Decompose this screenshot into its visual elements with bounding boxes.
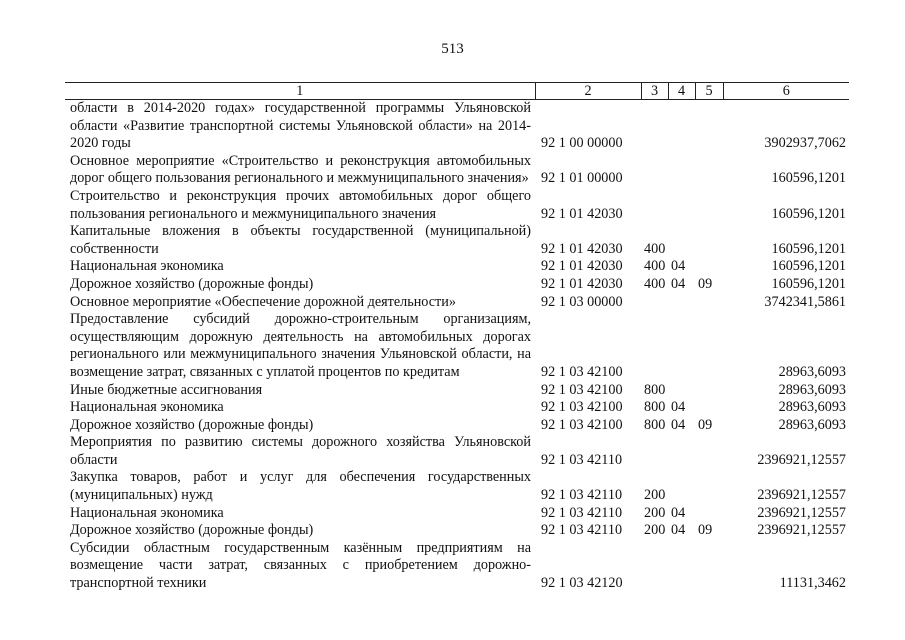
row-subsection xyxy=(695,434,723,469)
table-row xyxy=(65,399,849,417)
row-expense-type xyxy=(641,100,668,153)
table-row xyxy=(65,522,849,540)
row-amount: 3742341,5861 xyxy=(764,293,846,310)
row-expense-type xyxy=(641,540,668,593)
row-amount: 11131,3462 xyxy=(779,575,846,592)
row-subsection xyxy=(695,153,723,188)
column-header-6: 6 xyxy=(723,83,849,100)
table-row xyxy=(65,505,849,523)
row-expense-type xyxy=(641,188,668,223)
table-row xyxy=(65,223,849,258)
page-number: 513 xyxy=(441,41,464,57)
row-code: 92 1 03 42110 xyxy=(541,487,623,504)
table-header-row xyxy=(65,83,849,100)
row-section xyxy=(668,311,695,381)
table-body xyxy=(65,100,849,593)
row-amount: 160596,1201 xyxy=(771,170,846,187)
row-code: 92 1 01 42030 xyxy=(541,258,623,275)
row-subsection xyxy=(695,258,723,276)
table-row xyxy=(65,382,849,400)
table-row xyxy=(65,100,849,153)
row-section: 04 xyxy=(671,275,686,292)
row-code: 92 1 03 42100 xyxy=(541,381,623,398)
row-subsection xyxy=(695,469,723,504)
row-expense-type xyxy=(641,311,668,381)
row-subsection xyxy=(695,382,723,400)
row-amount: 160596,1201 xyxy=(771,240,846,257)
row-code: 92 1 01 42030 xyxy=(541,205,623,222)
row-code: 92 1 03 42100 xyxy=(541,399,623,416)
row-expense-type: 800 xyxy=(644,399,666,416)
column-header-2: 2 xyxy=(535,83,641,100)
column-header-3: 3 xyxy=(641,83,668,100)
row-amount: 28963,6093 xyxy=(778,381,846,398)
row-amount: 2396921,12557 xyxy=(757,522,846,539)
row-name: Основное мероприятие «Строительство и реконструкция автомобильных дорог общего пользования регионального и межмуниципального значения» xyxy=(70,152,531,187)
row-expense-type: 800 xyxy=(644,381,666,398)
column-header-5: 5 xyxy=(695,83,723,100)
row-amount: 3902937,7062 xyxy=(764,135,846,152)
row-name: Капитальные вложения в объекты государственной (муниципальной) собственности xyxy=(70,223,531,257)
row-section xyxy=(668,294,695,312)
row-amount: 2396921,12557 xyxy=(757,504,846,521)
row-name: Мероприятия по развитию системы дорожного хозяйства Ульяновской области xyxy=(70,434,531,468)
row-name: Дорожное хозяйство (дорожные фонды) xyxy=(70,275,314,292)
row-name: Иные бюджетные ассигнования xyxy=(70,381,263,398)
row-amount: 160596,1201 xyxy=(771,275,846,292)
table-row xyxy=(65,311,849,381)
row-section xyxy=(668,153,695,188)
row-code: 92 1 01 42030 xyxy=(541,275,623,292)
row-code: 92 1 00 00000 xyxy=(541,135,623,152)
row-expense-type: 400 xyxy=(644,258,666,275)
table-row xyxy=(65,434,849,469)
row-subsection xyxy=(695,223,723,258)
row-expense-type xyxy=(641,153,668,188)
row-name: Предоставление субсидий дорожно-строительным организациям, осуществляющим дорожную деятельность на автомобильных дорогах регионального или межмуниципального значения Ульяновской области, на возмещение затрат, связанных с уплатой процентов по кредитам xyxy=(70,311,531,380)
row-amount: 28963,6093 xyxy=(778,416,846,433)
row-expense-type xyxy=(641,294,668,312)
row-section xyxy=(668,434,695,469)
row-name: Дорожное хозяйство (дорожные фонды) xyxy=(70,416,314,433)
row-expense-type: 800 xyxy=(644,416,666,433)
row-expense-type: 200 xyxy=(644,487,666,504)
row-code: 92 1 03 42110 xyxy=(541,522,623,539)
table-row xyxy=(65,153,849,188)
row-section: 04 xyxy=(671,258,686,275)
row-expense-type: 200 xyxy=(644,522,666,539)
row-subsection xyxy=(695,505,723,523)
row-subsection xyxy=(695,540,723,593)
row-code: 92 1 03 42110 xyxy=(541,504,623,521)
table-row xyxy=(65,540,849,593)
row-name: Строительство и реконструкция прочих автомобильных дорог общего пользования регионального и межмуниципального значения xyxy=(70,187,531,222)
table-row xyxy=(65,294,849,312)
row-code: 92 1 03 42120 xyxy=(541,575,623,592)
row-code: 92 1 03 00000 xyxy=(541,293,623,310)
row-name: Дорожное хозяйство (дорожные фонды) xyxy=(70,522,314,539)
row-section: 04 xyxy=(671,416,686,433)
column-header-4: 4 xyxy=(668,83,695,100)
row-amount: 160596,1201 xyxy=(771,258,846,275)
row-section: 04 xyxy=(671,504,686,521)
row-section: 04 xyxy=(671,399,686,416)
row-subsection: 09 xyxy=(698,416,713,433)
row-code: 92 1 03 42100 xyxy=(541,416,623,433)
row-expense-type: 400 xyxy=(644,240,666,257)
row-section xyxy=(668,540,695,593)
table-row xyxy=(65,469,849,504)
row-section xyxy=(668,469,695,504)
row-section: 04 xyxy=(671,522,686,539)
row-name: Национальная экономика xyxy=(70,504,224,521)
row-name: области в 2014-2020 годах» государственной программы Ульяновской области «Развитие транспортной системы Ульяновской области» на 2014-2020 годы xyxy=(70,100,531,152)
row-expense-type xyxy=(641,434,668,469)
row-section xyxy=(668,382,695,400)
row-subsection xyxy=(695,399,723,417)
row-amount: 160596,1201 xyxy=(771,205,846,222)
row-expense-type: 400 xyxy=(644,275,666,292)
row-subsection: 09 xyxy=(698,275,713,292)
row-name: Основное мероприятие «Обеспечение дорожной деятельности» xyxy=(70,293,456,310)
row-section xyxy=(668,188,695,223)
row-code: 92 1 01 00000 xyxy=(541,170,623,187)
row-name: Национальная экономика xyxy=(70,258,224,275)
column-header-1: 1 xyxy=(65,83,535,100)
table-row xyxy=(65,417,849,435)
row-code: 92 1 01 42030 xyxy=(541,240,623,257)
row-name: Национальная экономика xyxy=(70,399,224,416)
row-section xyxy=(668,223,695,258)
row-subsection: 09 xyxy=(698,522,713,539)
row-code: 92 1 03 42110 xyxy=(541,451,623,468)
row-name: Субсидии областным государственным казённым предприятиям на возмещение части затрат, связанных с приобретением дорожно-транспортной техники xyxy=(70,539,531,592)
row-amount: 28963,6093 xyxy=(778,363,846,380)
row-subsection xyxy=(695,311,723,381)
row-expense-type: 200 xyxy=(644,504,666,521)
row-name: Закупка товаров, работ и услуг для обеспечения государственных (муниципальных) нужд xyxy=(70,469,531,504)
row-code: 92 1 03 42100 xyxy=(541,363,623,380)
row-amount: 28963,6093 xyxy=(778,399,846,416)
row-subsection xyxy=(695,188,723,223)
budget-table xyxy=(65,82,849,593)
table-row xyxy=(65,188,849,223)
table-row xyxy=(65,258,849,276)
row-amount: 2396921,12557 xyxy=(757,451,846,468)
row-section xyxy=(668,100,695,153)
table-row xyxy=(65,276,849,294)
row-subsection xyxy=(695,294,723,312)
row-subsection xyxy=(695,100,723,153)
row-amount: 2396921,12557 xyxy=(757,487,846,504)
